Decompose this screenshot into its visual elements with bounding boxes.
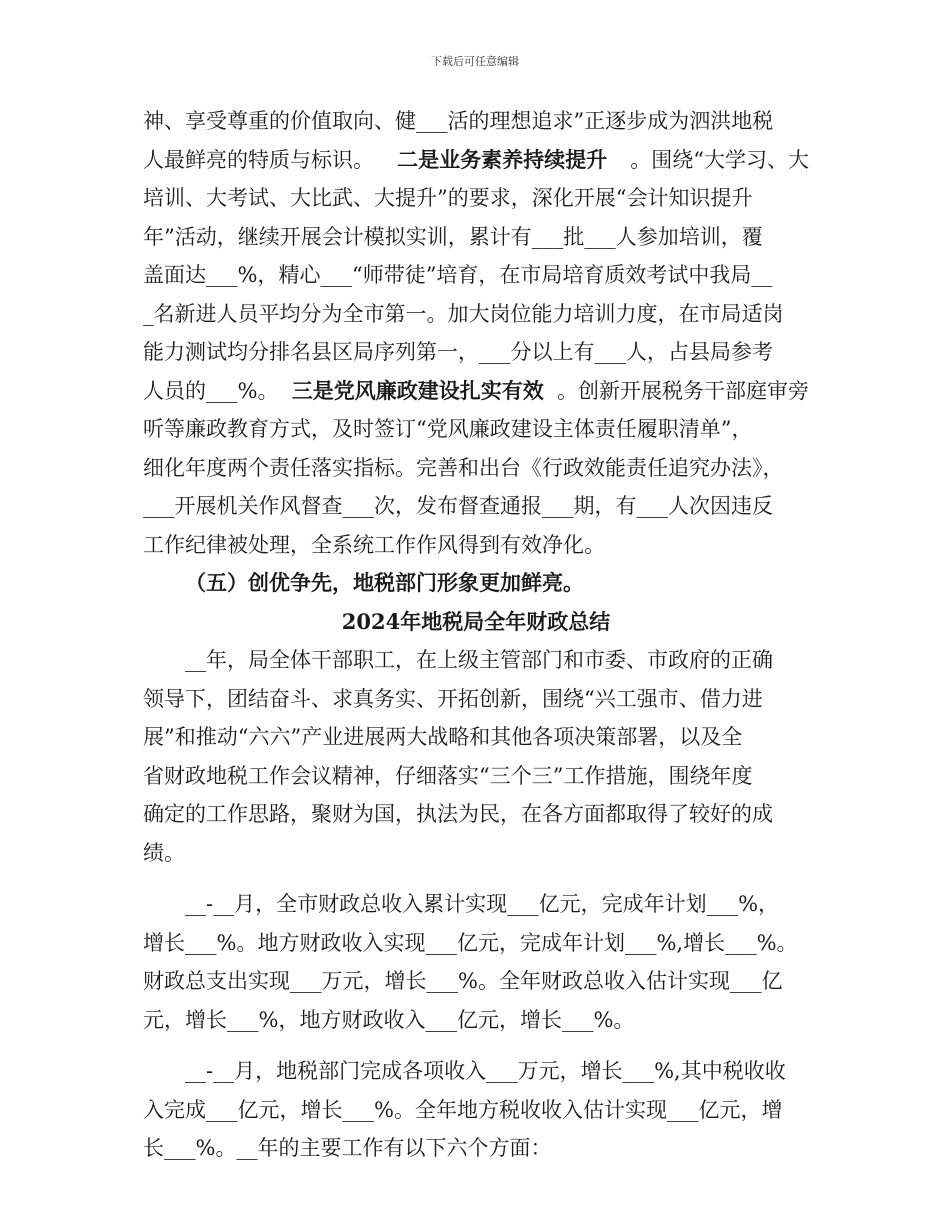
text-line: 财政总支出实现___万元，增长___%。全年财政总收入估计实现___亿 (143, 969, 783, 993)
text-line: 入完成___亿元，增长___%。全年地方税收收入估计实现___亿元，增 (143, 1097, 783, 1122)
text-line: 盖面达___%，精心___“师带徒”培育，在市局培育质效考试中我局__ (143, 263, 773, 287)
text-line: __-__月，全市财政总收入累计实现___亿元，完成年计划___%， (185, 892, 780, 916)
bold-heading: 三是党风廉政建设扎实有效 (291, 377, 544, 403)
text-line: 元，增长___%，地方财政收入___亿元，增长___%。 (143, 1007, 635, 1032)
text-line: 人最鲜亮的特质与标识。 二是业务素养持续提升 。围绕“大学习、大 (143, 141, 809, 180)
section-heading: （五）创优争先，地税部门形象更加鲜亮。 (185, 570, 584, 595)
text-line: 领导下，团结奋斗、求真务实、开拓创新，围绕“兴工强市、借力进 (143, 686, 763, 711)
text-line: 培训、大考试、大比武、大提升”的要求，深化开展“会计知识提升 (143, 186, 753, 210)
text-line: 省财政地税工作会议精神，仔细落实“三个三”工作措施，围绕年度 (143, 763, 753, 788)
document-title: 2024年地税局全年财政总结 (341, 608, 611, 634)
text-line: 年”活动，继续开展会计模拟实训，累计有___批___人参加培训，覆 (143, 224, 763, 249)
text-line: 展”和推动“六六”产业进展两大战略和其他各项决策部署，以及全 (143, 725, 743, 749)
text-line: 长___%。__年的主要工作有以下六个方面： (143, 1136, 552, 1160)
text-line: 工作纪律被处理，全系统工作作风得到有效净化。 (143, 532, 605, 557)
text-line: __年，局全体干部职工，在上级主管部门和市委、市政府的正确 (185, 648, 773, 672)
text-line: 细化年度两个责任落实指标。完善和出台《行政效能责任追究办法》， (143, 455, 784, 480)
text-line: 神、享受尊重的价值取向、健___活的理想追求”正逐步成为泗洪地税 (143, 109, 774, 133)
bold-heading: 二是业务素养持续提升 (397, 146, 608, 172)
text-line: 能力测试均分排名县区局序列第一，___分以上有___人，占县局参考 (143, 340, 773, 364)
text-line: 增长___%。地方财政收入实现___亿元，完成年计划___%,增长___%。 (143, 930, 798, 955)
text-line: 绩。 (143, 840, 185, 865)
text-line: 人员的___%。 三是党风廉政建设扎实有效 。创新开展税务干部庭审旁 (143, 372, 809, 411)
text-line: 听等廉政教育方式，及时签订“党风廉政建设主体责任履职清单”， (143, 417, 753, 441)
text-line: __-__月，地税部门完成各项收入___万元，增长___%,其中税收收 (185, 1059, 786, 1083)
text-line: 确定的工作思路，聚财为国，执法为民，在各方面都取得了较好的成 (143, 802, 773, 826)
text-line: _名新进人员平均分为全市第一。加大岗位能力培训力度，在市局适岗 (143, 301, 784, 326)
text-line: ___开展机关作风督查___次，发布督查通报___期，有___人次因违反 (143, 494, 773, 518)
document-body (143, 102, 809, 1168)
page-header-note: 下载后可任意编辑 (431, 55, 519, 68)
